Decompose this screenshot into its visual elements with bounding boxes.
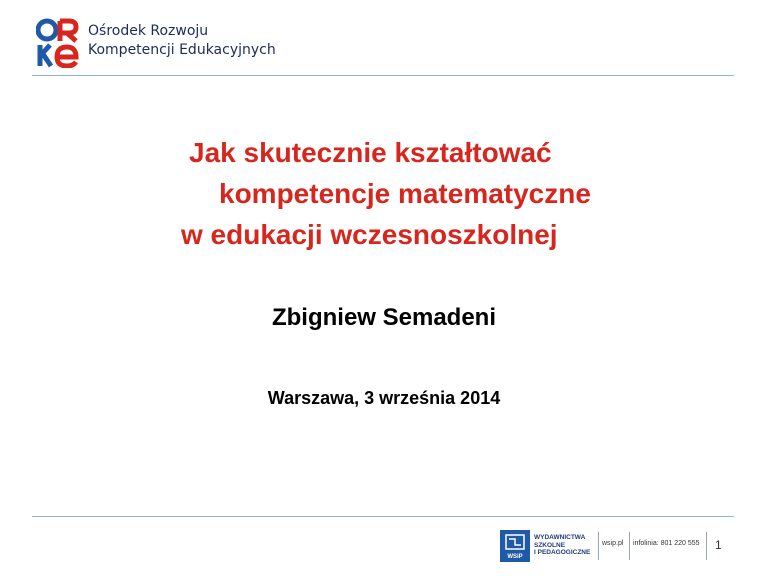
bottom-divider (32, 516, 734, 517)
publisher-line1: WYDAWNICTWA (534, 534, 586, 541)
org-name-line2: Kompetencji Edukacyjnych (88, 42, 276, 58)
publisher-line3: I PEDAGOGICZNE (534, 549, 591, 556)
author-name: Zbigniew Semadeni (271, 304, 497, 331)
infoline: infolinia: 801 220 555 (633, 540, 700, 547)
wsip-logo (500, 530, 530, 562)
title-line2: kompetencje matematyczne (219, 178, 591, 209)
title-line3: w edukacji wczesnoszkolnej (181, 219, 558, 250)
publisher-line2: SZKOLNE (534, 541, 566, 549)
top-divider (32, 75, 734, 76)
publisher-name (534, 534, 590, 557)
orke-logo-mark (36, 18, 82, 68)
venue-date: Warszawa, 3 września 2014 (267, 388, 501, 408)
website-link[interactable]: wsip.pl (602, 540, 624, 547)
footer-separator-1 (598, 532, 599, 560)
wsip-logo-label: WSiP (507, 554, 523, 560)
footer-separator-2 (629, 532, 630, 560)
wsip-logo-mark (500, 532, 530, 554)
orke-logo (36, 18, 276, 70)
page-number: 1 (715, 538, 722, 552)
org-name-line1: Ośrodek Rozwoju (88, 23, 209, 39)
footer (500, 528, 740, 564)
footer-separator-3 (706, 532, 707, 560)
org-name (88, 22, 276, 60)
title-line1: Jak skutecznie kształtować (189, 137, 552, 168)
